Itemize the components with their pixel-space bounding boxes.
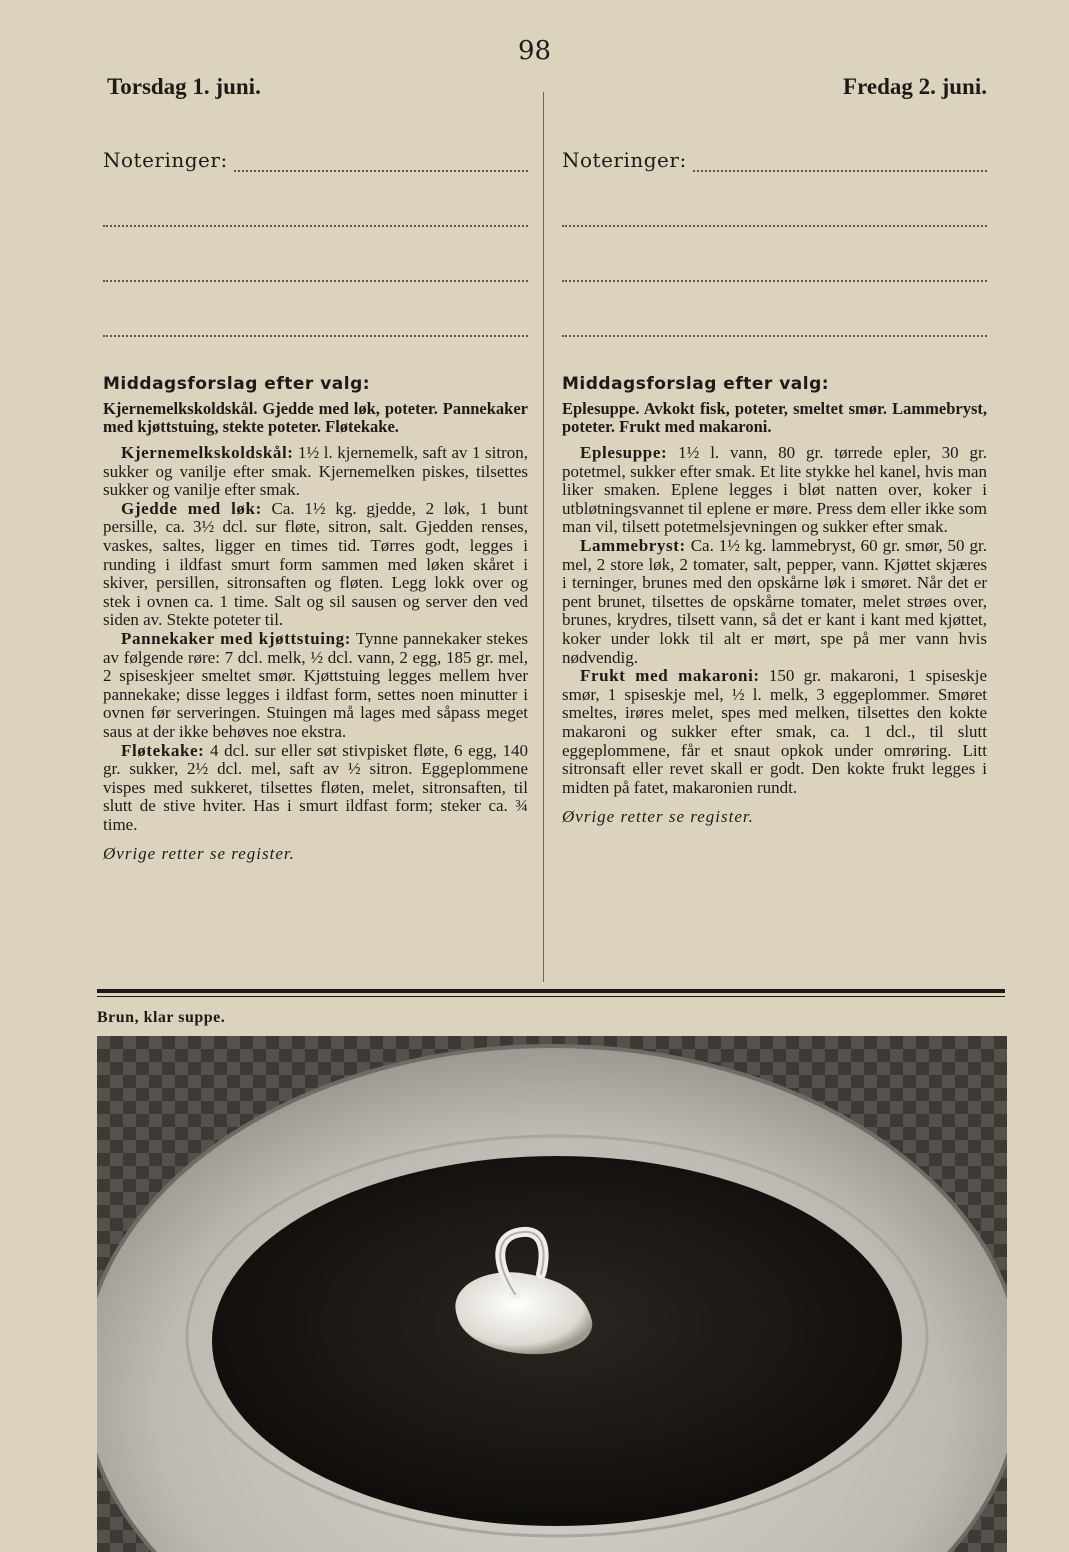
menu-suggestions-title: Middagsforslag efter valg: <box>562 374 830 394</box>
recipe-text: 150 gr. makaroni, 1 spiseskje smør, 1 spiseskje mel, ½ l. melk, 3 eggeplommer. Smøret smeltes, irøres melet, spes med melken, tilsettes den kokte makaroni og sukker efter smak, ca. 1 dcl., til slutt eggeplommene, får et snaut opkok under omrøring. Litt sitronsaft eller revet skall er godt. Den kokte frukt legges i midten på fatet, makaronien rundt. <box>562 666 987 797</box>
notes-area <box>562 146 987 172</box>
recipe-name: Frukt med makaroni: <box>580 666 760 686</box>
recipe-name: Kjernemelkskoldskål: <box>121 443 294 462</box>
menu-list: Eplesuppe. Avkokt fisk, poteter, smeltet smør. Lammebryst, poteter. Frukt med makaroni. <box>562 399 987 436</box>
column-divider <box>543 92 544 982</box>
separator-rule <box>97 996 1005 997</box>
see-register-note: Øvrige retter se register. <box>103 844 295 864</box>
recipe-text: Ca. 1½ kg. gjedde, 2 løk, 1 bunt persille, ca. 3½ dcl. sur fløte, sitron, salt. Gjedden renses, vaskes, saltes, ligger en times tid. Tørres godt, legges i runding i ildfast smurt form sammen med løken skåret i skiver, persillen, sitronsaften og fløten. Legg lokk over og stek i ovnen ca. 1 time. Salt og sil sausen og server den ved siden av. Stekte poteter til. <box>103 498 528 630</box>
notes-label: Noteringer: <box>103 148 228 172</box>
day-heading-friday: Fredag 2. juni. <box>843 74 987 99</box>
recipe-name: Lammebryst: <box>580 535 686 555</box>
recipe <box>562 667 987 797</box>
notes-dotted-line <box>103 278 528 282</box>
recipe-text: 4 dcl. sur eller søt stivpisket fløte, 6 egg, 140 gr. sukker, 2½ dcl. mel, saft av ½ sitron. Eggeplommene vispes med sukkeret, tilsettes fløten, melet, sitronsaften, til slutt de stive hviter. Has i smurt ildfast form; steker ca. ¾ time. <box>103 740 528 834</box>
notes-dotted-line <box>562 333 987 337</box>
menu-list: Kjernemelkskoldskål. Gjedde med løk, poteter. Pannekaker med kjøttstuing, stekte poteter. Fløtekake. <box>103 399 528 436</box>
recipe <box>103 630 528 742</box>
see-register-note: Øvrige retter se register. <box>562 807 754 827</box>
recipe-name: Fløtekake: <box>121 740 205 760</box>
notes-dotted-line <box>562 223 987 227</box>
recipe <box>562 537 987 667</box>
recipe-text: Tynne pannekaker stekes av følgende røre: 7 dcl. melk, ½ dcl. vann, 2 egg, 185 gr. mel, 2 spiseskjeer smeltet smør. Kjøttstuing legges mellem hver pannekake; disse legges i ildfast form, settes noen minutter i ovnen før serveringen. Stuingen må lages med såpass meget saus at der ikke behøves noe ekstra. <box>103 628 528 741</box>
recipe-text: Ca. 1½ kg. lammebryst, 60 gr. smør, 50 gr. mel, 2 store løk, 2 tomater, salt, pepper, vann. Kjøttet skjæres i terninger, brunes med den opskårne løk i smøret. Når det er pent brunet, tilsettes de opskårne tomater, melet strøes over, brunes, krydres, tilsett vann, så det er kant i kant med kjøttet, koker under lokk til alt er mørt, spe på mer vann hvis nødvendig. <box>562 535 987 667</box>
column-friday <box>562 146 987 827</box>
recipe-name: Eplesuppe: <box>580 443 668 462</box>
recipe-text: 1½ l. vann, 80 gr. tørrede epler, 30 gr. potetmel, sukker efter smak. Et lite stykke hel kanel, hvis man liker smaken. Eplene legges i bløt natten over, koker i utbløtningsvannet til eplene er møre. Press dem eller ikke som man vil, tilsett potetmelsjevningen og sukker efter smak. <box>562 443 987 537</box>
notes-dotted-line <box>234 152 528 172</box>
notes-dotted-line <box>562 278 987 282</box>
soup-photo <box>97 1036 1007 1552</box>
notes-label: Noteringer: <box>562 148 687 172</box>
page-number: 98 <box>517 36 552 66</box>
recipe <box>562 444 987 537</box>
recipe <box>103 500 528 630</box>
menu-suggestions-title: Middagsforslag efter valg: <box>103 374 371 394</box>
notes-dotted-line <box>103 333 528 337</box>
day-heading-thursday: Torsdag 1. juni. <box>107 74 261 99</box>
recipe-name: Gjedde med løk: <box>121 498 262 518</box>
recipe <box>103 444 528 500</box>
recipe-name: Pannekaker med kjøttstuing: <box>121 628 352 648</box>
separator-rule <box>97 989 1005 993</box>
notes-area <box>103 146 528 172</box>
photo-caption: Brun, klar suppe. <box>97 1009 226 1026</box>
notes-dotted-line <box>103 223 528 227</box>
recipe-text: 1½ l. kjernemelk, saft av 1 sitron, sukker og vanilje efter smak. Kjernemelken piskes, tilsettes sukker og vanilje efter smak. <box>103 443 528 500</box>
soup-bowl-illustration <box>97 1036 1007 1552</box>
recipe <box>103 742 528 835</box>
column-thursday <box>103 146 528 864</box>
notes-dotted-line <box>693 152 987 172</box>
